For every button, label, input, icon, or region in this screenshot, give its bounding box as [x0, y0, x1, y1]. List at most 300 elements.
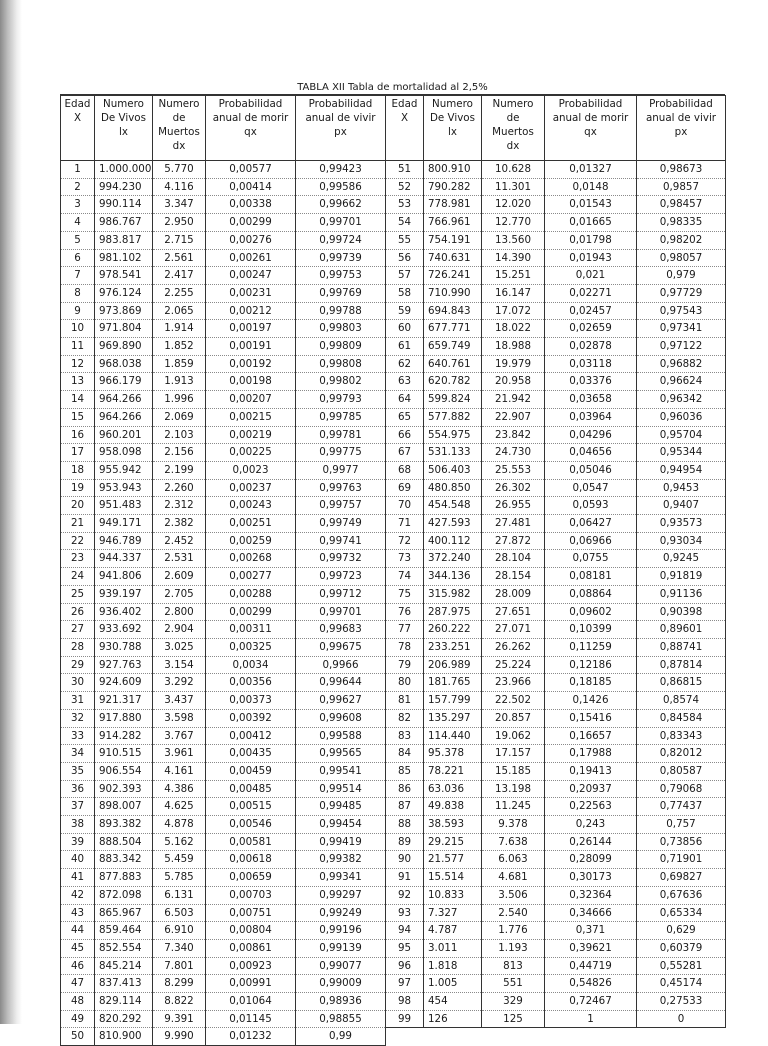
- muertos-cell: 27.651: [482, 603, 545, 621]
- muertos-cell: 4.386: [153, 780, 206, 798]
- qx-cell: 0,00198: [206, 373, 296, 391]
- qx-cell: 0,371: [545, 922, 637, 940]
- vivos-cell: 865.967: [95, 904, 153, 922]
- qx-cell: 0,34666: [545, 904, 637, 922]
- muertos-cell: 11.245: [482, 798, 545, 816]
- header-vivos: [95, 96, 153, 161]
- vivos-cell: 726.241: [424, 267, 482, 285]
- qx-cell: 0,02457: [545, 302, 637, 320]
- px-cell: 0,99757: [296, 497, 386, 515]
- edad-cell: 10: [61, 320, 95, 338]
- table-row: [61, 568, 386, 586]
- px-cell: 0,99808: [296, 355, 386, 373]
- table-row: [61, 355, 386, 373]
- table-row: [386, 798, 726, 816]
- qx-cell: 0,0547: [545, 479, 637, 497]
- qx-cell: 0,00191: [206, 338, 296, 356]
- qx-cell: 0,01543: [545, 196, 637, 214]
- muertos-cell: 26.302: [482, 479, 545, 497]
- vivos-cell: 1.000.000: [95, 161, 153, 179]
- edad-cell: 64: [386, 391, 424, 409]
- edad-cell: 96: [386, 957, 424, 975]
- px-cell: 0,99809: [296, 338, 386, 356]
- edad-cell: 59: [386, 302, 424, 320]
- edad-cell: 73: [386, 550, 424, 568]
- edad-cell: 74: [386, 568, 424, 586]
- vivos-cell: 964.266: [95, 408, 153, 426]
- vivos-cell: 933.692: [95, 621, 153, 639]
- header-line: Numero: [103, 98, 144, 110]
- edad-cell: 55: [386, 231, 424, 249]
- vivos-cell: 233.251: [424, 638, 482, 656]
- table-row: [61, 922, 386, 940]
- vivos-cell: 969.890: [95, 338, 153, 356]
- table-row: [386, 886, 726, 904]
- table-row: [61, 214, 386, 232]
- table-row: [386, 762, 726, 780]
- edad-cell: 52: [386, 178, 424, 196]
- muertos-cell: 27.872: [482, 532, 545, 550]
- px-cell: 0,99769: [296, 284, 386, 302]
- px-cell: 0,99249: [296, 904, 386, 922]
- edad-cell: 94: [386, 922, 424, 940]
- vivos-cell: 778.981: [424, 196, 482, 214]
- qx-cell: 0,44719: [545, 957, 637, 975]
- muertos-cell: 1.914: [153, 320, 206, 338]
- header-muertos: [482, 96, 545, 161]
- qx-cell: 0,00861: [206, 939, 296, 957]
- px-cell: 0,97341: [637, 320, 726, 338]
- header-qx: [545, 96, 637, 161]
- edad-cell: 88: [386, 816, 424, 834]
- edad-cell: 82: [386, 709, 424, 727]
- px-cell: 0,93573: [637, 515, 726, 533]
- vivos-cell: 983.817: [95, 231, 153, 249]
- px-cell: 0,80587: [637, 762, 726, 780]
- muertos-cell: 17.072: [482, 302, 545, 320]
- header-line: Probabilidad: [558, 98, 623, 110]
- qx-cell: 0,00225: [206, 444, 296, 462]
- muertos-cell: 3.025: [153, 638, 206, 656]
- vivos-cell: 7.327: [424, 904, 482, 922]
- edad-cell: 49: [61, 1010, 95, 1028]
- header-line: Edad: [64, 98, 91, 110]
- px-cell: 0,99675: [296, 638, 386, 656]
- edad-cell: 67: [386, 444, 424, 462]
- vivos-cell: 1.005: [424, 975, 482, 993]
- muertos-cell: 28.154: [482, 568, 545, 586]
- vivos-cell: 910.515: [95, 745, 153, 763]
- edad-cell: 53: [386, 196, 424, 214]
- header-line: lx: [448, 126, 457, 138]
- px-cell: 0,99749: [296, 515, 386, 533]
- px-cell: 0: [637, 1010, 726, 1028]
- muertos-cell: 5.162: [153, 833, 206, 851]
- muertos-cell: 2.103: [153, 426, 206, 444]
- px-cell: 0,89601: [637, 621, 726, 639]
- edad-cell: 51: [386, 161, 424, 179]
- table-row: [386, 532, 726, 550]
- px-cell: 0,99586: [296, 178, 386, 196]
- header-line: anual de vivir: [645, 112, 717, 124]
- muertos-cell: 2.156: [153, 444, 206, 462]
- edad-cell: 81: [386, 692, 424, 710]
- header-line: Probabilidad: [649, 98, 713, 110]
- table-row: [61, 267, 386, 285]
- edad-cell: 72: [386, 532, 424, 550]
- px-cell: 0,94954: [637, 461, 726, 479]
- edad-cell: 58: [386, 284, 424, 302]
- px-cell: 0,99683: [296, 621, 386, 639]
- muertos-cell: 2.531: [153, 550, 206, 568]
- qx-cell: 0,00659: [206, 869, 296, 887]
- right-table: [385, 95, 726, 1028]
- table-row: [61, 196, 386, 214]
- muertos-cell: 3.598: [153, 709, 206, 727]
- table-row: [386, 214, 726, 232]
- qx-cell: 0,00261: [206, 249, 296, 267]
- edad-cell: 6: [61, 249, 95, 267]
- muertos-cell: 2.904: [153, 621, 206, 639]
- header-line: De Vivos: [101, 112, 146, 124]
- edad-cell: 31: [61, 692, 95, 710]
- table-row: [61, 656, 386, 674]
- qx-cell: 0,00259: [206, 532, 296, 550]
- vivos-cell: 976.124: [95, 284, 153, 302]
- header-line: qx: [584, 126, 597, 138]
- edad-cell: 84: [386, 745, 424, 763]
- vivos-cell: 973.869: [95, 302, 153, 320]
- vivos-cell: 981.102: [95, 249, 153, 267]
- vivos-cell: 38.593: [424, 816, 482, 834]
- px-cell: 0,99741: [296, 532, 386, 550]
- vivos-cell: 917.880: [95, 709, 153, 727]
- edad-cell: 71: [386, 515, 424, 533]
- qx-cell: 1: [545, 1010, 637, 1028]
- vivos-cell: 883.342: [95, 851, 153, 869]
- qx-cell: 0,00215: [206, 408, 296, 426]
- px-cell: 0,98057: [637, 249, 726, 267]
- header-line: Probabilidad: [308, 98, 373, 110]
- table-row: [61, 869, 386, 887]
- table-row: [61, 638, 386, 656]
- table-row: [61, 178, 386, 196]
- muertos-cell: 2.950: [153, 214, 206, 232]
- px-cell: 0,99763: [296, 479, 386, 497]
- qx-cell: 0,1426: [545, 692, 637, 710]
- px-cell: 0,90398: [637, 603, 726, 621]
- qx-cell: 0,15416: [545, 709, 637, 727]
- edad-cell: 50: [61, 1028, 95, 1046]
- table-row: [386, 302, 726, 320]
- muertos-cell: 3.154: [153, 656, 206, 674]
- vivos-cell: 3.011: [424, 939, 482, 957]
- muertos-cell: 2.312: [153, 497, 206, 515]
- vivos-cell: 829.114: [95, 993, 153, 1011]
- qx-cell: 0,00459: [206, 762, 296, 780]
- table-row: [386, 444, 726, 462]
- edad-cell: 38: [61, 816, 95, 834]
- table-row: [61, 408, 386, 426]
- vivos-cell: 10.833: [424, 886, 482, 904]
- px-cell: 0,99802: [296, 373, 386, 391]
- header-line: De Vivos: [430, 112, 475, 124]
- px-cell: 0,99712: [296, 585, 386, 603]
- qx-cell: 0,32364: [545, 886, 637, 904]
- table-row: [386, 621, 726, 639]
- muertos-cell: 4.116: [153, 178, 206, 196]
- edad-cell: 13: [61, 373, 95, 391]
- table-row: [61, 798, 386, 816]
- table-row: [386, 780, 726, 798]
- px-cell: 0,99627: [296, 692, 386, 710]
- muertos-cell: 23.842: [482, 426, 545, 444]
- qx-cell: 0,00515: [206, 798, 296, 816]
- header-line: Edad: [391, 98, 418, 110]
- px-cell: 0,757: [637, 816, 726, 834]
- px-cell: 0,55281: [637, 957, 726, 975]
- vivos-cell: 63.036: [424, 780, 482, 798]
- px-cell: 0,99608: [296, 709, 386, 727]
- px-cell: 0,95704: [637, 426, 726, 444]
- vivos-cell: 659.749: [424, 338, 482, 356]
- qx-cell: 0,20937: [545, 780, 637, 798]
- vivos-cell: 677.771: [424, 320, 482, 338]
- table-row: [61, 851, 386, 869]
- table-row: [386, 338, 726, 356]
- px-cell: 0,8574: [637, 692, 726, 710]
- table-row: [386, 284, 726, 302]
- qx-cell: 0,10399: [545, 621, 637, 639]
- table-row: [386, 922, 726, 940]
- qx-cell: 0,00703: [206, 886, 296, 904]
- edad-cell: 63: [386, 373, 424, 391]
- edad-cell: 65: [386, 408, 424, 426]
- table-row: [61, 585, 386, 603]
- vivos-cell: 964.266: [95, 391, 153, 409]
- table-row: [61, 762, 386, 780]
- px-cell: 0,99739: [296, 249, 386, 267]
- vivos-cell: 921.317: [95, 692, 153, 710]
- edad-cell: 60: [386, 320, 424, 338]
- px-cell: 0,97122: [637, 338, 726, 356]
- muertos-cell: 329: [482, 993, 545, 1011]
- px-cell: 0,96036: [637, 408, 726, 426]
- header-edad: [61, 96, 95, 161]
- edad-cell: 23: [61, 550, 95, 568]
- px-cell: 0,99644: [296, 674, 386, 692]
- muertos-cell: 21.942: [482, 391, 545, 409]
- edad-cell: 92: [386, 886, 424, 904]
- qx-cell: 0,03658: [545, 391, 637, 409]
- vivos-cell: 480.850: [424, 479, 482, 497]
- qx-cell: 0,09602: [545, 603, 637, 621]
- px-cell: 0,99341: [296, 869, 386, 887]
- edad-cell: 20: [61, 497, 95, 515]
- muertos-cell: 17.157: [482, 745, 545, 763]
- left-table-body: [61, 161, 386, 1046]
- qx-cell: 0,00288: [206, 585, 296, 603]
- qx-cell: 0,08864: [545, 585, 637, 603]
- edad-cell: 90: [386, 851, 424, 869]
- table-row: [61, 957, 386, 975]
- px-cell: 0,99454: [296, 816, 386, 834]
- table-row: [61, 249, 386, 267]
- edad-cell: 97: [386, 975, 424, 993]
- qx-cell: 0,01064: [206, 993, 296, 1011]
- qx-cell: 0,00751: [206, 904, 296, 922]
- edad-cell: 17: [61, 444, 95, 462]
- muertos-cell: 4.161: [153, 762, 206, 780]
- muertos-cell: 15.185: [482, 762, 545, 780]
- px-cell: 0,98202: [637, 231, 726, 249]
- vivos-cell: 694.843: [424, 302, 482, 320]
- table-row: [61, 532, 386, 550]
- table-row: [386, 355, 726, 373]
- edad-cell: 34: [61, 745, 95, 763]
- edad-cell: 83: [386, 727, 424, 745]
- muertos-cell: 551: [482, 975, 545, 993]
- px-cell: 0,73856: [637, 833, 726, 851]
- px-cell: 0,99588: [296, 727, 386, 745]
- px-cell: 0,99419: [296, 833, 386, 851]
- table-row: [61, 320, 386, 338]
- table-row: [386, 320, 726, 338]
- table-title: TABLA XII Tabla de mortalidad al 2,5%: [297, 82, 488, 93]
- vivos-cell: 944.337: [95, 550, 153, 568]
- px-cell: 0,99723: [296, 568, 386, 586]
- vivos-cell: 994.230: [95, 178, 153, 196]
- table-row: [61, 603, 386, 621]
- muertos-cell: 26.955: [482, 497, 545, 515]
- px-cell: 0,99775: [296, 444, 386, 462]
- vivos-cell: 893.382: [95, 816, 153, 834]
- vivos-cell: 946.789: [95, 532, 153, 550]
- edad-cell: 11: [61, 338, 95, 356]
- edad-cell: 40: [61, 851, 95, 869]
- table-row: [61, 727, 386, 745]
- qx-cell: 0,26144: [545, 833, 637, 851]
- muertos-cell: 2.065: [153, 302, 206, 320]
- qx-cell: 0,00356: [206, 674, 296, 692]
- table-row: [386, 603, 726, 621]
- vivos-cell: 966.179: [95, 373, 153, 391]
- vivos-cell: 949.171: [95, 515, 153, 533]
- vivos-cell: 790.282: [424, 178, 482, 196]
- table-row: [386, 461, 726, 479]
- vivos-cell: 852.554: [95, 939, 153, 957]
- table-row: [386, 727, 726, 745]
- muertos-cell: 9.990: [153, 1028, 206, 1046]
- qx-cell: 0,00231: [206, 284, 296, 302]
- qx-cell: 0,00325: [206, 638, 296, 656]
- muertos-cell: 15.251: [482, 267, 545, 285]
- muertos-cell: 26.262: [482, 638, 545, 656]
- muertos-cell: 2.069: [153, 408, 206, 426]
- muertos-cell: 4.625: [153, 798, 206, 816]
- px-cell: 0,99423: [296, 161, 386, 179]
- px-cell: 0,71901: [637, 851, 726, 869]
- table-row: [386, 196, 726, 214]
- muertos-cell: 3.506: [482, 886, 545, 904]
- muertos-cell: 2.715: [153, 231, 206, 249]
- muertos-cell: 2.705: [153, 585, 206, 603]
- vivos-cell: 888.504: [95, 833, 153, 851]
- muertos-cell: 1.913: [153, 373, 206, 391]
- table-row: [61, 709, 386, 727]
- vivos-cell: 599.824: [424, 391, 482, 409]
- edad-cell: 7: [61, 267, 95, 285]
- qx-cell: 0,03118: [545, 355, 637, 373]
- qx-cell: 0,021: [545, 267, 637, 285]
- qx-cell: 0,19413: [545, 762, 637, 780]
- qx-cell: 0,00581: [206, 833, 296, 851]
- px-cell: 0,97543: [637, 302, 726, 320]
- header-muertos: [153, 96, 206, 161]
- vivos-cell: 454: [424, 993, 482, 1011]
- qx-cell: 0,00435: [206, 745, 296, 763]
- muertos-cell: 2.382: [153, 515, 206, 533]
- vivos-cell: 95.378: [424, 745, 482, 763]
- table-row: [386, 851, 726, 869]
- qx-cell: 0,00277: [206, 568, 296, 586]
- table-row: [61, 904, 386, 922]
- px-cell: 0,97729: [637, 284, 726, 302]
- muertos-cell: 7.638: [482, 833, 545, 851]
- muertos-cell: 18.022: [482, 320, 545, 338]
- table-row: [386, 408, 726, 426]
- table-row: [386, 585, 726, 603]
- vivos-cell: 906.554: [95, 762, 153, 780]
- header-line: dx: [506, 140, 520, 152]
- px-cell: 0,99788: [296, 302, 386, 320]
- edad-cell: 16: [61, 426, 95, 444]
- muertos-cell: 8.822: [153, 993, 206, 1011]
- qx-cell: 0,02659: [545, 320, 637, 338]
- qx-cell: 0,01327: [545, 161, 637, 179]
- px-cell: 0,77437: [637, 798, 726, 816]
- edad-cell: 66: [386, 426, 424, 444]
- table-row: [61, 833, 386, 851]
- qx-cell: 0,01145: [206, 1010, 296, 1028]
- muertos-cell: 1.776: [482, 922, 545, 940]
- px-cell: 0,60379: [637, 939, 726, 957]
- vivos-cell: 157.799: [424, 692, 482, 710]
- qx-cell: 0,00192: [206, 355, 296, 373]
- table-row: [386, 568, 726, 586]
- qx-cell: 0,06427: [545, 515, 637, 533]
- px-cell: 0,99732: [296, 550, 386, 568]
- qx-cell: 0,00243: [206, 497, 296, 515]
- edad-cell: 89: [386, 833, 424, 851]
- table-row: [61, 515, 386, 533]
- vivos-cell: 951.483: [95, 497, 153, 515]
- muertos-cell: 24.730: [482, 444, 545, 462]
- vivos-cell: 754.191: [424, 231, 482, 249]
- muertos-cell: 1.193: [482, 939, 545, 957]
- muertos-cell: 19.062: [482, 727, 545, 745]
- vivos-cell: 21.577: [424, 851, 482, 869]
- header-px: [637, 96, 726, 161]
- table-row: [386, 267, 726, 285]
- vivos-cell: 710.990: [424, 284, 482, 302]
- muertos-cell: 4.878: [153, 816, 206, 834]
- qx-cell: 0,00412: [206, 727, 296, 745]
- qx-cell: 0,00299: [206, 214, 296, 232]
- edad-cell: 18: [61, 461, 95, 479]
- px-cell: 0,98673: [637, 161, 726, 179]
- header-line: de: [172, 112, 186, 124]
